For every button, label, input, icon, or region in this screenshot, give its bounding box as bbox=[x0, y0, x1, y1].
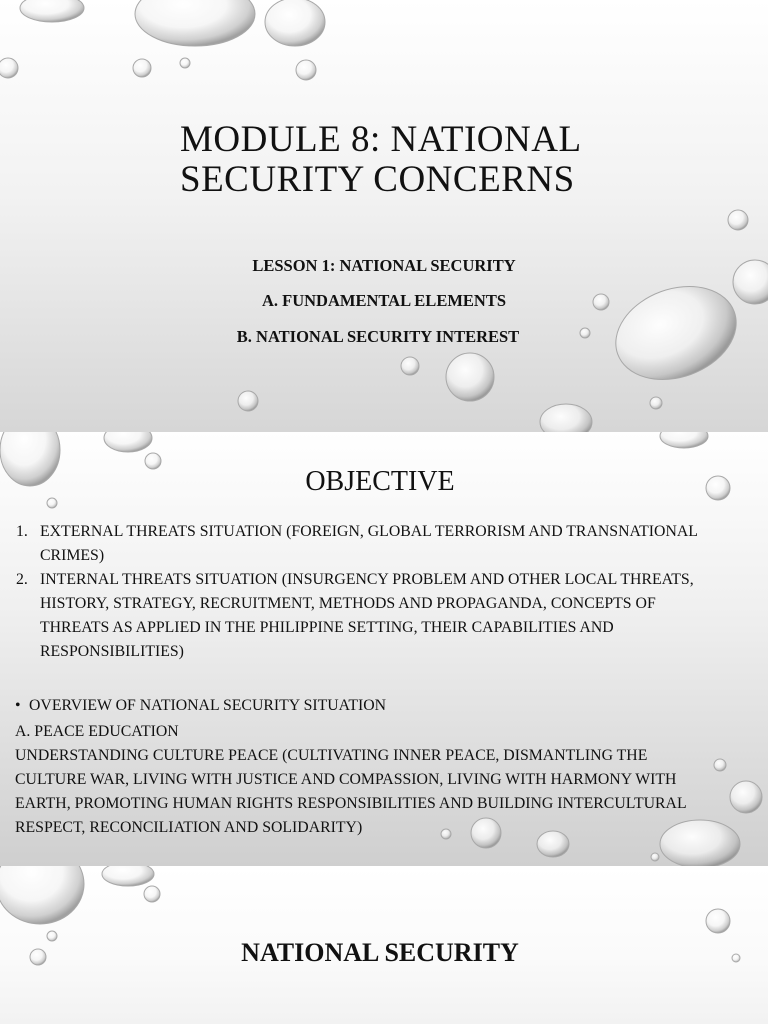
peace-education-heading: A. PEACE EDUCATION bbox=[15, 723, 179, 740]
module-title-line-2: SECURITY CONCERNS bbox=[180, 159, 575, 200]
item-line: THREATS AS APPLIED IN THE PHILIPPINE SETTING, THEIR CAPABILITIES AND bbox=[40, 619, 614, 636]
objective-item-1 bbox=[16, 520, 746, 568]
item-number: 2. bbox=[16, 571, 28, 588]
slide-title bbox=[0, 0, 768, 432]
item-line: HISTORY, STRATEGY, RECRUITMENT, METHODS AND PROPAGANDA, CONCEPTS OF bbox=[40, 595, 656, 612]
paragraph-line: RESPECT, RECONCILIATION AND SOLIDARITY) bbox=[15, 819, 363, 836]
item-number: 1. bbox=[16, 523, 28, 540]
bullet-icon: • bbox=[15, 697, 21, 714]
overview-text: OVERVIEW OF NATIONAL SECURITY SITUATION bbox=[29, 697, 387, 714]
module-title-line-1: MODULE 8: NATIONAL bbox=[180, 119, 582, 160]
water-drops-decoration bbox=[0, 0, 768, 432]
item-line: RESPONSIBILITIES) bbox=[40, 643, 184, 660]
culture-peace-paragraph bbox=[15, 744, 750, 840]
lesson-item-a: A. FUNDAMENTAL ELEMENTS bbox=[261, 291, 506, 310]
objective-title: OBJECTIVE bbox=[305, 466, 455, 497]
paragraph-line: UNDERSTANDING CULTURE PEACE (CULTIVATING INNER PEACE, DISMANTLING THE bbox=[15, 747, 648, 764]
overview-bullet bbox=[15, 694, 750, 718]
lesson-heading: LESSON 1: NATIONAL SECURITY bbox=[252, 256, 516, 275]
lesson-item-b: B. NATIONAL SECURITY INTEREST bbox=[236, 327, 520, 346]
national-security-title: NATIONAL SECURITY bbox=[241, 938, 519, 967]
slide-objective bbox=[0, 432, 768, 866]
paragraph-line: CULTURE WAR, LIVING WITH JUSTICE AND COMPASSION, LIVING WITH HARMONY WITH bbox=[15, 771, 677, 788]
module-title bbox=[180, 120, 582, 200]
paragraph-line: EARTH, PROMOTING HUMAN RIGHTS RESPONSIBILITIES AND BUILDING INTERCULTURAL bbox=[15, 795, 687, 812]
objective-list bbox=[16, 520, 746, 664]
item-line: EXTERNAL THREATS SITUATION (FOREIGN, GLOBAL TERRORISM AND TRANSNATIONAL bbox=[40, 523, 698, 540]
item-line: INTERNAL THREATS SITUATION (INSURGENCY PROBLEM AND OTHER LOCAL THREATS, bbox=[40, 571, 694, 588]
objective-item-2 bbox=[16, 568, 746, 664]
item-line: CRIMES) bbox=[40, 547, 105, 564]
slide-national-security bbox=[0, 866, 768, 1024]
